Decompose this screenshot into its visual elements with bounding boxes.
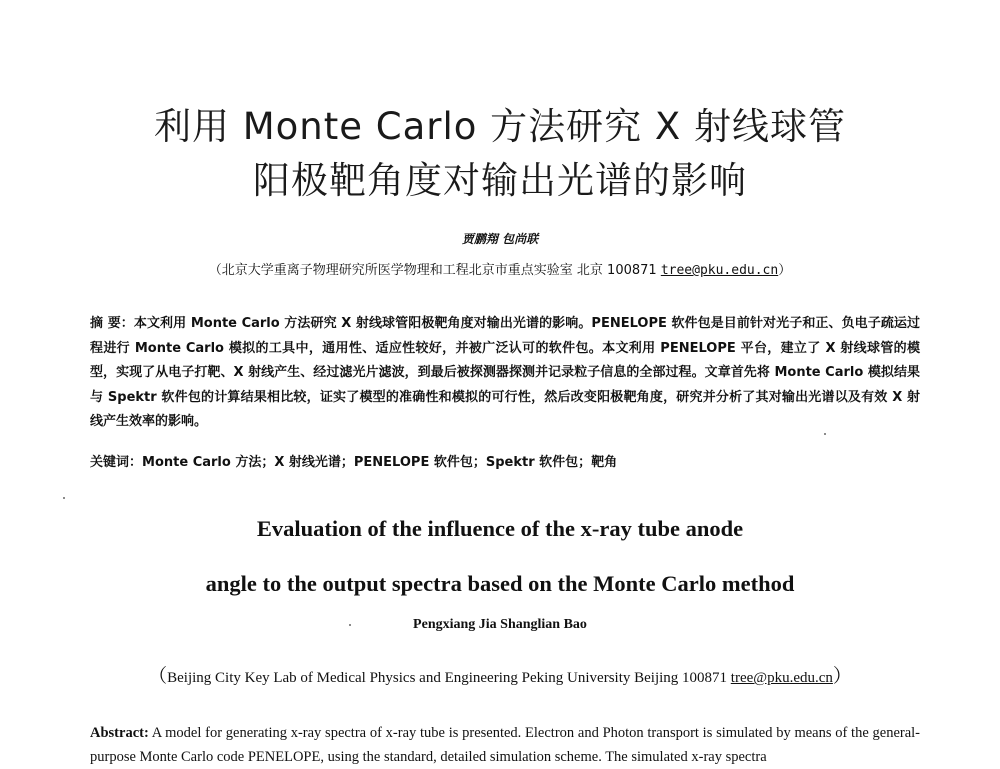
chinese-affiliation [0,259,1000,278]
scan-speck [63,497,65,499]
affiliation-close-paren: ） [778,263,792,278]
english-title-line-2: angle to the output spectra based on the Monte Carlo method [205,571,795,596]
scan-speck [349,624,351,626]
chinese-keywords-label: 关键词： [90,455,143,470]
english-affiliation [0,661,1000,688]
affiliation-text: 北京大学重离子物理研究所医学物理和工程北京市重点实验室 北京 100871 [221,263,661,278]
affiliation-close-paren: ） [832,666,852,687]
affiliation-email-link[interactable]: tree@pku.edu.cn [730,670,833,686]
scan-speck [824,433,826,435]
english-abstract [90,721,920,769]
chinese-title-line-1: 利用 Monte Carlo 方法研究 X 射线球管 [153,105,847,148]
chinese-abstract-text: 本文利用 Monte Carlo 方法研究 X 射线球管阳极靶角度对输出光谱的影响。PENELOPE 软件包是目前针对光子和正、负电子疏运过程进行 Monte Carlo 模拟的工具中，通用性、适应性较好，并被广泛认可的软件包。本文利用 PENELOPE 平台，建立了 X 射线球管的模型，实现了从电子打靶、X 射线产生、经过滤光片滤波，到最后被探测器探测并记录粒子信息的全部过程。文章首先将 Monte Carlo 模拟结果与 Spektr 软件包的计算结果相比较，证实了模型的准确性和模拟的可行性，然后改变阳极靶角度，研究并分析了其对输出光谱以及有效 X 射线产生效率的影响。 [90,316,920,429]
chinese-title-line-2: 阳极靶角度对输出光谱的影响 [253,159,747,202]
affiliation-text: Beijing City Key Lab of Medical Physics and Engineering Peking University Beijing 100871 [167,670,731,686]
chinese-authors: 贾鹏翔 包尚联 [461,232,539,246]
english-title-line-1: Evaluation of the influence of the x-ray tube anode [256,516,744,541]
english-authors: Pengxiang Jia Shanglian Bao [413,617,587,632]
affiliation-email-link[interactable]: tree@pku.edu.cn [660,263,779,278]
affiliation-open-paren: （ [208,263,222,278]
chinese-abstract-label: 摘 要： [90,316,134,331]
affiliation-open-paren: （ [148,666,168,687]
chinese-abstract [90,312,920,435]
chinese-keywords [90,451,920,470]
english-abstract-label: Abstract: [90,725,149,741]
english-abstract-text: A model for generating x-ray spectra of x-ray tube is presented. Electron and Photon transport is simulated by means of the general-purpose Monte Carlo code PENELOPE, using the standard, detailed simulation scheme. The simulated x-ray spectra [90,725,920,765]
chinese-keywords-text: Monte Carlo 方法；X 射线光谱；PENELOPE 软件包；Spektr 软件包；靶角 [142,455,618,470]
